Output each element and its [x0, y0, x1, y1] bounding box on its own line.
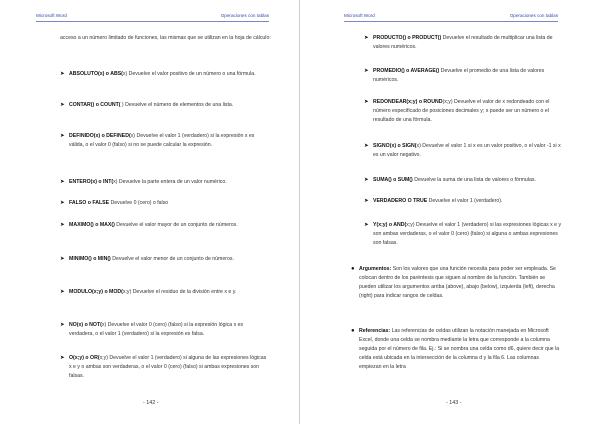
list-item: ➤ CONTAR() o COUNT( ) Devuelve el número de elementos de una lista. [60, 102, 234, 108]
list-item: ➤ ABSOLUTO(x) o ABS(x) Devuelve el valor positivo de un número o una fórmula. [60, 71, 256, 77]
list-item: ➤ MODULO(x;y) o MOD(x;y) Devuelve el residuo de la división entre x e y. [60, 289, 237, 295]
arrow-bullet-icon: ➤ [60, 222, 65, 228]
arrow-bullet-icon: ➤ [60, 355, 65, 361]
page-number: - 142 - [143, 400, 159, 406]
arrow-bullet-icon: ➤ [60, 71, 65, 77]
list-item: ➤ MAXIMO() o MAX() Devuelve el valor mayor de un conjunto de números. [60, 222, 238, 228]
list-item: ➤ SIGNO(x) o SIGN(x) Devuelve el valor 1 si x es un valor positivo, o el valor -1 si x es un valor negativo. [364, 143, 561, 158]
arrow-bullet-icon: ➤ [60, 133, 65, 139]
list-item: ➤ ENTERO(x) o INT(x) Devuelve la parte entera de un valor numérico. [60, 179, 227, 185]
arrow-bullet-icon: ➤ [364, 222, 369, 228]
list-item: ➤ O(x;y) o OR(x;y) Devuelve el valor 1 (verdadero) si alguna de las expresiones lógicas x e y o ambas son verdaderas, o el valor 0 (cero) (falso) si ambas expresiones son falsas. [60, 355, 267, 379]
header-rule [36, 21, 269, 22]
header-app-title: Microsoft Word [36, 13, 67, 18]
arrow-bullet-icon: ➤ [60, 322, 65, 328]
list-item: ➤ SUMA() o SUM() Devuelve la suma de una lista de valores o fórmulas. [364, 177, 536, 183]
arrow-bullet-icon: ➤ [364, 35, 369, 41]
list-item: ➤ REDONDEAR(x;y) o ROUND(x;y) Devuelve el valor de x redondeado con el número especificado de posiciones decimales y; x puede ser un número o el resultado de una fórmula. [364, 99, 550, 123]
referencias-paragraph: ● Referencias: Las referencias de celdas utilizan la notación manejada en Microsoft Excel, donde una celda se nombra mediante la letra que corresponde a la columna seguida por el número de fila. Ej.: Si se nombra una celda como d6, quiere decir que la celda está ubicada en la intersección de la columna d y la fila 6. Las columnas empiezan en la letra [351, 328, 560, 370]
list-item: ➤ VERDADERO O TRUE Devuelve el valor 1 (verdadero). [364, 198, 503, 204]
arrow-bullet-icon: ➤ [60, 256, 65, 262]
arrow-bullet-icon: ➤ [364, 177, 369, 183]
arrow-bullet-icon: ➤ [364, 99, 369, 105]
list-item: ➤ FALSO o FALSE Devuelve 0 (cero) o falso [60, 200, 169, 206]
dot-bullet-icon: ● [351, 328, 355, 334]
intro-paragraph: acceso a un número limitado de funciones, las mismas que se utilizan en la hoja de cálculo: [60, 35, 271, 41]
header-app-title: Microsoft Word [344, 13, 375, 18]
header-rule [344, 21, 558, 22]
arrow-bullet-icon: ➤ [364, 198, 369, 204]
arrow-bullet-icon: ➤ [364, 68, 369, 74]
arrow-bullet-icon: ➤ [60, 102, 65, 108]
list-item: ➤ MINIMO() o MIN() Devuelve el valor menor de un conjunto de números. [60, 256, 234, 262]
arrow-bullet-icon: ➤ [364, 143, 369, 149]
arrow-bullet-icon: ➤ [60, 179, 65, 185]
header-chapter-title: Operaciones con tablas [220, 13, 269, 18]
list-item: ➤ Y(x;y) o AND(x;y) Devuelve el valor 1 (verdadero) si las expresiones lógicas x e y son ambas verdaderas, o el valor 0 (cero) (falso) si alguna o ambas expresiones son falsas. [364, 222, 562, 246]
list-item: ➤ NO(x) o NOT(x) Devuelve el valor 0 (cero) (falso) si la expresión lógica x es verdadera, o el valor 1 (verdadero) si la expresión es falsa. [60, 322, 244, 337]
page-number: - 143 - [446, 400, 462, 406]
list-item: ➤ PRODUCTO() o PRODUCT() Devuelve el resultado de multiplicar una lista de valores numéricos. [364, 35, 553, 50]
list-item: ➤ DEFINIDO(x) o DEFINED(x) Devuelve el valor 1 (verdadero) si la expresión x es válida, o el valor 0 (falso) si no se puede calcular la expresión. [60, 133, 255, 148]
arrow-bullet-icon: ➤ [60, 200, 65, 206]
dot-bullet-icon: ● [351, 266, 355, 272]
arrow-bullet-icon: ➤ [60, 289, 65, 295]
header-chapter-title: Operaciones con tablas [509, 13, 558, 18]
list-item: ➤ PROMEDIO() o AVERAGE() Devuelve el promedio de una lista de valores numéricos. [364, 68, 545, 83]
argumentos-paragraph: ● Argumentos: Son los valores que una función necesita para poder ser empleada. Se colocan dentro de los paréntesis que siguen al nombre de la función. También se pueden utilizar los argumentos arriba (above), abajo (below), izquierda (left), derecha (right) para indicar rangos de celdas. [351, 266, 556, 299]
right-page [300, 0, 600, 424]
